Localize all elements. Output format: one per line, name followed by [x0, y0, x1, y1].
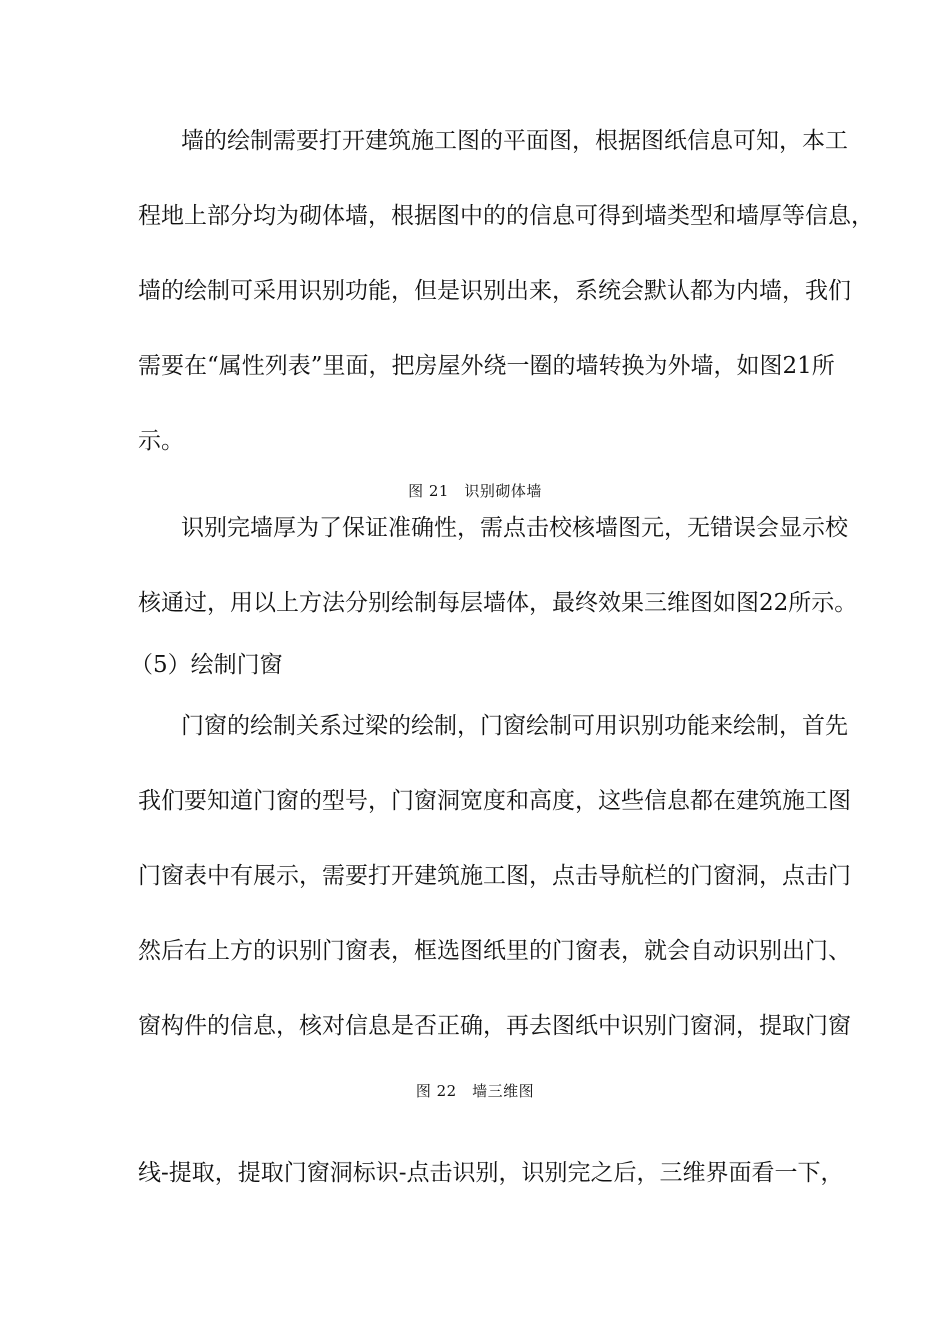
paragraph-line: 线-提取，提取门窗洞标识-点击识别，识别完之后，三维界面看一下，: [138, 1160, 844, 1186]
figure-21-caption: 图 21 识别砌体墙: [408, 482, 542, 500]
paragraph-line: 示。: [138, 428, 184, 454]
paragraph-line: 门窗的绘制关系过梁的绘制，门窗绘制可用识别功能来绘制，首先: [181, 713, 848, 739]
paragraph-line: 程地上部分均为砌体墙，根据图中的的信息可得到墙类型和墙厚等信息，: [138, 203, 874, 229]
paragraph-line: 需要在“属性列表”里面，把房屋外绕一圈的墙转换为外墙，如图21所: [138, 353, 835, 379]
paragraph-line: 识别完墙厚为了保证准确性，需点击校核墙图元，无错误会显示校: [181, 515, 848, 541]
paragraph-line: 墙的绘制可采用识别功能，但是识别出来，系统会默认都为内墙，我们: [138, 278, 851, 304]
paragraph-line: 我们要知道门窗的型号，门窗洞宽度和高度，这些信息都在建筑施工图: [138, 788, 851, 814]
section-heading: （5）绘制门窗: [130, 652, 283, 678]
paragraph-line: 窗构件的信息，核对信息是否正确，再去图纸中识别门窗洞，提取门窗: [138, 1013, 851, 1039]
paragraph-line: 墙的绘制需要打开建筑施工图的平面图，根据图纸信息可知，本工: [181, 128, 848, 154]
paragraph-line: 然后右上方的识别门窗表，框选图纸里的门窗表，就会自动识别出门、: [138, 938, 851, 964]
paragraph-line: 门窗表中有展示，需要打开建筑施工图，点击导航栏的门窗洞，点击门: [138, 863, 851, 889]
paragraph-line: 核通过，用以上方法分别绘制每层墙体，最终效果三维图如图22所示。: [138, 590, 858, 616]
figure-22-caption: 图 22 墙三维图: [415, 1082, 535, 1100]
